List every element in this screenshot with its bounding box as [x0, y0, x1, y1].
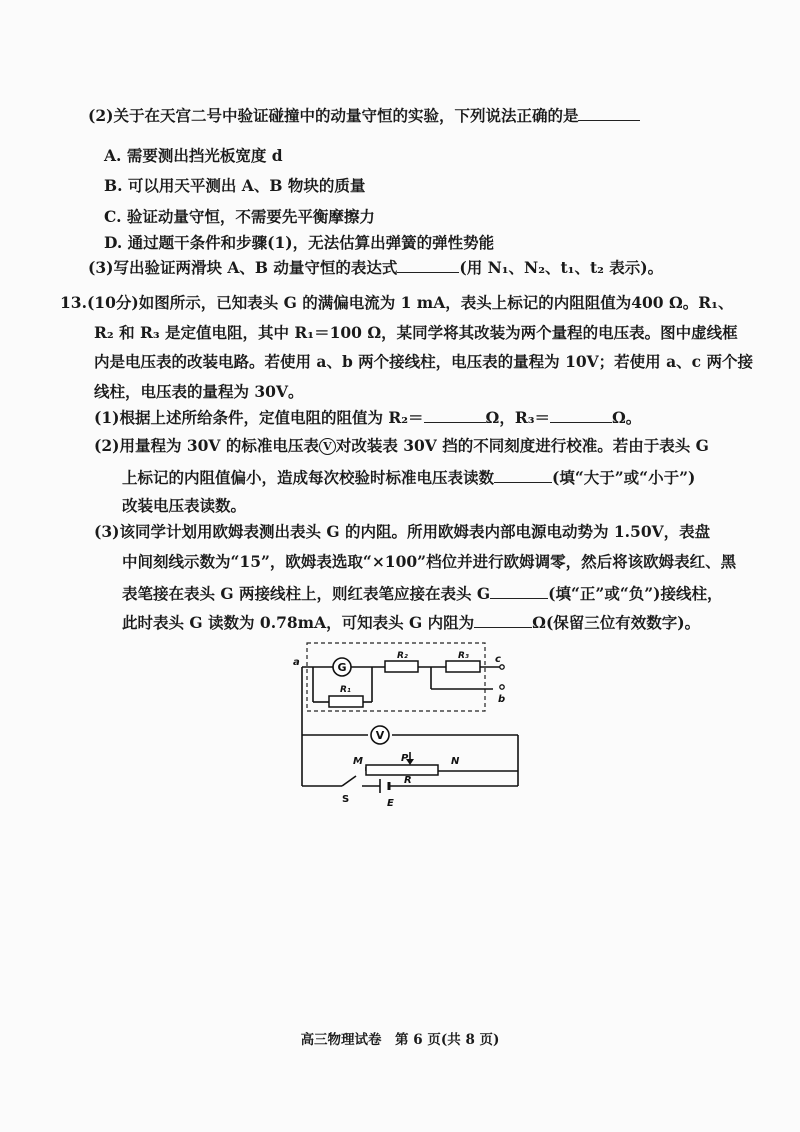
terminal-c[interactable] — [500, 665, 504, 669]
answer-blank[interactable] — [474, 611, 532, 628]
q13-part2-text-c: 上标记的内阻值偏小，造成每次校验时标准电压表读数 — [122, 468, 495, 487]
circuit-diagram — [290, 640, 540, 820]
resistor-r1 — [329, 696, 363, 707]
q13-part1-text: (1)根据上述所给条件，定值电阻的阻值为 R₂＝ — [94, 408, 424, 427]
label-R: R — [404, 775, 412, 786]
label-r3: R₃ — [458, 651, 469, 661]
label-r2: R₂ — [397, 651, 408, 661]
voltmeter-symbol-label: V — [323, 440, 332, 453]
q13-part3-line-1: (3)该同学计划用欧姆表测出表头 G 的内阻。所用欧姆表内部电源电动势为 1.50V，表盘 — [94, 522, 711, 541]
label-E: E — [387, 798, 394, 809]
label-b: b — [498, 694, 506, 705]
q13-part3-text-e: 此时表头 G 读数为 0.78mA，可知表头 G 内阻为 — [122, 613, 475, 632]
q13-stem-line-2: R₂ 和 R₃ 是定值电阻，其中 R₁＝100 Ω，某同学将其改装为两个量程的电压表。图中虚线框 — [94, 323, 738, 342]
q13-part2-line-1 — [94, 436, 709, 456]
q13-part2-line-3: 改装电压表读数。 — [122, 496, 247, 515]
label-c: c — [495, 654, 501, 665]
resistor-r2 — [385, 661, 418, 672]
q13-part3-text-f: Ω(保留三位有效数字)。 — [532, 613, 701, 632]
q12-part3-note: (用 N₁、N₂、t₁、t₂ 表示)。 — [459, 258, 664, 277]
q13-part2-line-2 — [122, 466, 695, 488]
q12-option-a: A. 需要测出挡光板宽度 d — [104, 146, 283, 165]
q12-option-b: B. 可以用天平测出 A、B 物块的质量 — [104, 176, 366, 195]
q12-option-d: D. 通过题干条件和步骤(1)，无法估算出弹簧的弹性势能 — [104, 233, 495, 252]
q13-part1-end: Ω。 — [612, 408, 642, 427]
answer-blank-r2[interactable] — [424, 406, 486, 423]
q12-part3-text: (3)写出验证两滑块 A、B 动量守恒的表达式 — [88, 258, 398, 277]
answer-blank[interactable] — [578, 104, 640, 121]
q13-part2-text-b: 对改装表 30V 挡的不同刻度进行校准。若由于表头 G — [335, 436, 709, 455]
rheostat-r — [366, 765, 438, 775]
q12-option-c: C. 验证动量守恒，不需要先平衡摩擦力 — [104, 207, 375, 226]
label-M: M — [353, 756, 363, 767]
q13-stem-line-4: 线柱，电压表的量程为 30V。 — [94, 382, 304, 401]
label-a: a — [293, 657, 300, 668]
q12-part3-line — [88, 256, 663, 278]
label-N: N — [451, 756, 460, 767]
label-V: V — [375, 729, 385, 742]
q13-part3-line-3 — [122, 582, 723, 604]
q13-part1-mid: Ω，R₃＝ — [485, 408, 550, 427]
label-G: G — [337, 661, 347, 674]
q13-part2-text: (2)用量程为 30V 的标准电压表 — [94, 436, 319, 455]
q12-part2-stem-line — [88, 104, 640, 126]
q13-stem-line-3: 内是电压表的改装电路。若使用 a、b 两个接线柱，电压表的量程为 10V；若使用 a、c 两个接 — [94, 352, 753, 371]
q13-stem-line-1: 13.(10分)如图所示，已知表头 G 的满偏电流为 1 mA，表头上标记的内阻阻值为400 Ω。R₁、 — [60, 293, 734, 312]
label-S: S — [342, 794, 350, 805]
voltmeter-symbol-icon — [319, 438, 336, 455]
q12-part2-stem: (2)关于在天宫二号中验证碰撞中的动量守恒的实验，下列说法正确的是 — [88, 106, 579, 125]
answer-blank[interactable] — [494, 466, 552, 483]
label-r1: R₁ — [340, 685, 351, 695]
answer-blank[interactable] — [397, 256, 459, 273]
q13-part3-text-d: (填“正”或“负”)接线柱， — [548, 584, 723, 603]
terminal-b[interactable] — [500, 685, 504, 689]
q13-part2-text-d: (填“大于”或“小于”) — [552, 468, 696, 487]
q13-part1-line — [94, 406, 641, 428]
label-P: P — [401, 753, 409, 764]
answer-blank[interactable] — [490, 582, 548, 599]
answer-blank-r3[interactable] — [550, 406, 612, 423]
q13-part3-text-c: 表笔接在表头 G 两接线柱上，则红表笔应接在表头 G — [122, 584, 491, 603]
resistor-r3 — [446, 661, 480, 672]
q13-part3-line-4 — [122, 611, 700, 633]
q13-part3-line-2: 中间刻线示数为“15”，欧姆表选取“×100”档位并进行欧姆调零，然后将该欧姆表红、黑 — [122, 552, 737, 571]
page-footer: 高三物理试卷 第 6 页(共 8 页) — [300, 1032, 500, 1048]
